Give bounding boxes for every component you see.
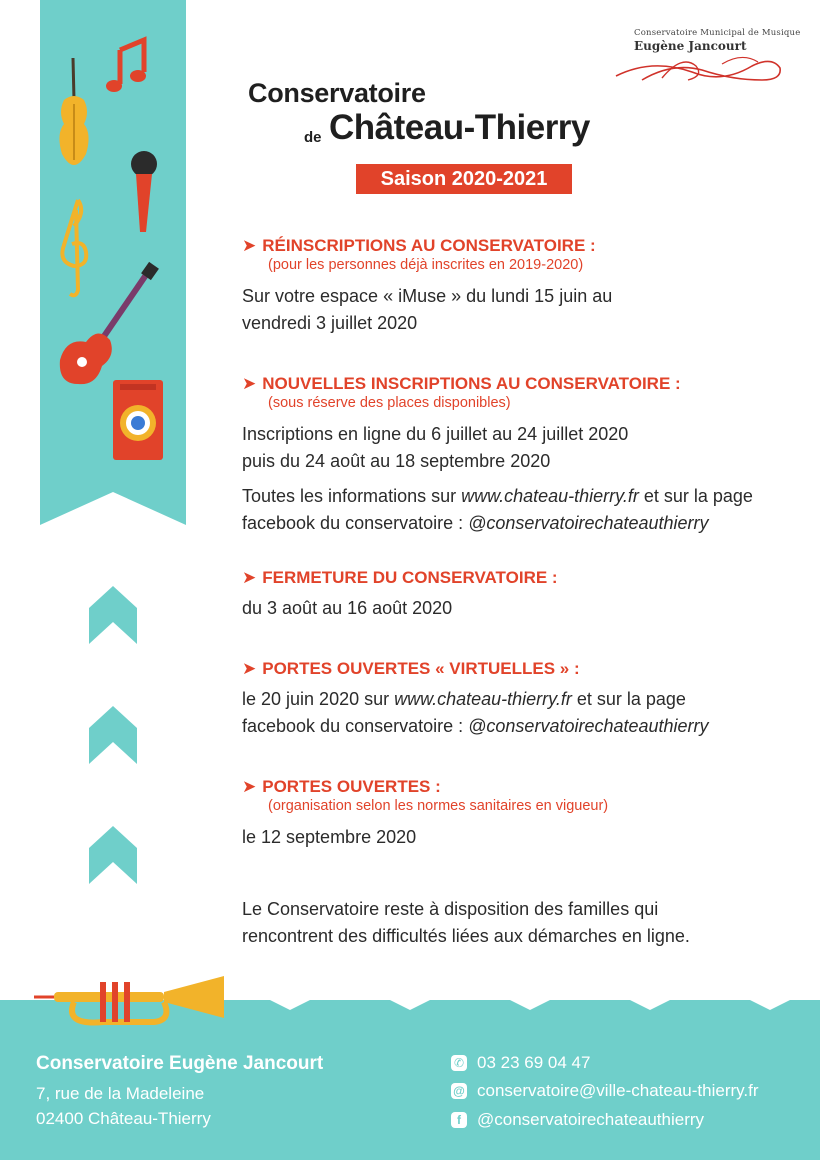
conservatoire-logo [612,28,801,90]
title-conservatoire: Conservatoire [248,78,426,108]
section-fermeture [242,568,802,622]
section-heading: ➤ RÉINSCRIPTIONS AU CONSERVATOIRE : [242,236,596,255]
section-body: du 3 août au 16 août 2020 [242,598,453,618]
title-de: de [304,129,322,146]
section-nouvelles-inscriptions [242,374,802,537]
section-subtitle: (sous réserve des places disponibles) [268,395,511,411]
email-address[interactable]: conservatoire@ville-chateau-thierry.fr [477,1081,759,1100]
title-city: Château-Thierry [329,108,590,147]
section-portes-ouvertes [242,777,802,851]
season-badge: Saison 2020-2021 [356,164,572,194]
section-heading: ➤ FERMETURE DU CONSERVATOIRE : [242,568,558,587]
logo-flourish-icon [612,50,787,90]
arrow-right-icon: ➤ [242,374,257,393]
footer-facebook[interactable] [451,1110,704,1130]
arrow-right-icon: ➤ [242,568,257,587]
arrow-right-icon: ➤ [242,659,257,678]
footer-address-city: 02400 Château-Thierry [36,1109,211,1128]
facebook-icon: f [451,1112,467,1128]
closing-body: Le Conservatoire reste à disposition des familles qui rencontrent des difficultés liées aux démarches en ligne. [242,899,690,946]
section-reinscriptions [242,236,802,337]
website-link[interactable]: www.chateau-thierry.fr [461,486,639,506]
trumpet-icon [34,972,234,1032]
section-heading: ➤ PORTES OUVERTES « VIRTUELLES » : [242,659,580,678]
chevron-up-icon [89,826,137,884]
phone-number[interactable]: 03 23 69 04 47 [477,1053,591,1072]
chevron-up-icon [89,586,137,644]
website-link[interactable]: www.chateau-thierry.fr [394,689,572,709]
facebook-handle-link[interactable]: @conservatoirechateauthierry [468,513,709,533]
footer-phone[interactable] [451,1053,590,1073]
footer-address-street: 7, rue de la Madeleine [36,1084,205,1103]
facebook-handle-link[interactable]: @conservatoirechateauthierry [468,716,709,736]
section-subtitle: (organisation selon les normes sanitaires en vigueur) [268,798,609,814]
footer-name: Conservatoire Eugène Jancourt [36,1053,324,1074]
at-sign-icon: @ [451,1083,467,1099]
speaker-icon [113,380,163,460]
section-body: le 20 juin 2020 sur www.chateau-thierry.fr et sur la page facebook du conservatoire : @conservatoirechateauthierry [242,689,709,736]
logo-name: Eugène Jancourt [634,39,747,53]
logo-subtitle: Conservatoire Municipal de Musique [634,28,801,38]
section-heading: ➤ PORTES OUVERTES : [242,777,441,796]
arrow-right-icon: ➤ [242,777,257,796]
facebook-handle[interactable]: @conservatoirechateauthierry [477,1110,705,1129]
chevron-up-icon [89,706,137,764]
footer-email[interactable] [451,1081,759,1101]
closing-note [242,896,802,950]
phone-icon: ✆ [451,1055,467,1071]
instrument-ribbon [40,0,186,525]
section-subtitle: (pour les personnes déjà inscrites en 2019-2020) [268,257,584,273]
section-body: le 12 septembre 2020 [242,827,417,847]
arrow-right-icon: ➤ [242,236,257,255]
section-body: Inscriptions en ligne du 6 juillet au 24 juillet 2020 puis du 24 août au 18 septembre 2020 Toutes les informations sur www.chateau-thierry.fr et sur la page facebook du conservatoire : @conservatoirechateauthierry [242,424,753,533]
section-body: Sur votre espace « iMuse » du lundi 15 juin au vendredi 3 juillet 2020 [242,286,613,333]
section-portes-ouvertes-virtuelles [242,659,802,740]
section-heading: ➤ NOUVELLES INSCRIPTIONS AU CONSERVATOIRE : [242,374,681,393]
